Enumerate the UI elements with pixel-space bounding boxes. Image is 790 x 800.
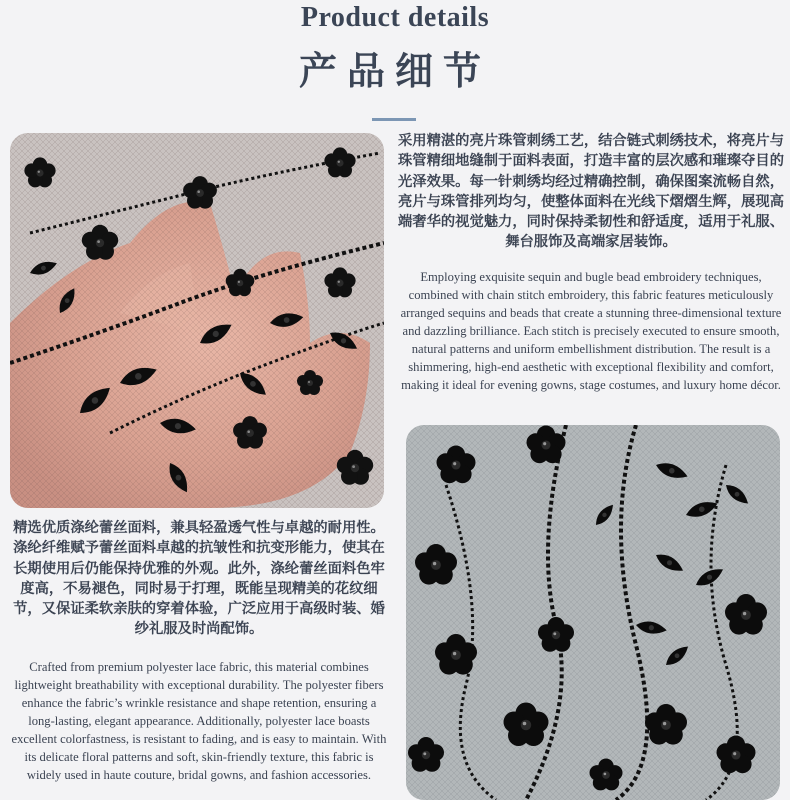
title-english: Product details [300, 2, 490, 33]
sequin-embroidery-description-en: Employing exquisite sequin and bugle bead embroidery techniques, combined with chain stitch embroidery, this fabric features meticulously arranged sequins and beads that create a stunning three-dimensional texture and dazzling brilliance. Each stitch is precisely executed to ensure smooth, natural patterns and uniform embellishment distribution. The result is a shimmering, high-end aesthetic with exceptional flexibility and comfort, making it ideal for evening gowns, stage costumes, and luxury home décor. [400, 270, 782, 392]
lace-on-hand-photo [10, 133, 384, 508]
lace-closeup-photo [406, 425, 780, 800]
polyester-lace-description-en: Crafted from premium polyester lace fabric, this material combines lightweight breathability with exceptional durability. The polyester fibers enhance the fabric’s wrinkle resistance and shape retention, ensuring a long-lasting, elegant appearance. Additionally, polyester lace boasts excellent colorfastness, is resistant to fading, and is easy to maintain. With its delicate floral patterns and soft, skin-friendly texture, this fabric is widely used in haute couture, bridal gowns, and fashion accessories. [11, 660, 387, 782]
sequin-embroidery-description-cn: 采用精湛的亮片珠管刺绣工艺，结合链式刺绣技术，将亮片与珠管精细地缝制于面料表面，打造丰富的层次感和璀璨夺目的光泽效果。每一针刺绣均经过精确控制，确保图案流畅自然，亮片与珠管排列均匀，使整体面料在光线下熠熠生辉，展现高端奢华的视觉魅力，同时保持柔韧性和舒适度，适用于礼服、舞台服饰及高端家居装饰。 [397, 133, 784, 251]
polyester-lace-description-cn: 精选优质涤纶蕾丝面料，兼具轻盈透气性与卓越的耐用性。涤纶纤维赋予蕾丝面料卓越的抗皱性和抗变形能力，使其在长期使用后仍能保持优雅的外观。此外，涤纶蕾丝面料色牢度高，不易褪色，同时易于打理，既能呈现精美的花纹细节，又保证柔软亲肤的穿着体验，广泛应用于高级时装、婚纱礼服及时尚配饰。 [13, 520, 385, 638]
title-divider [372, 118, 416, 121]
title-chinese: 产品细节 [298, 48, 491, 93]
